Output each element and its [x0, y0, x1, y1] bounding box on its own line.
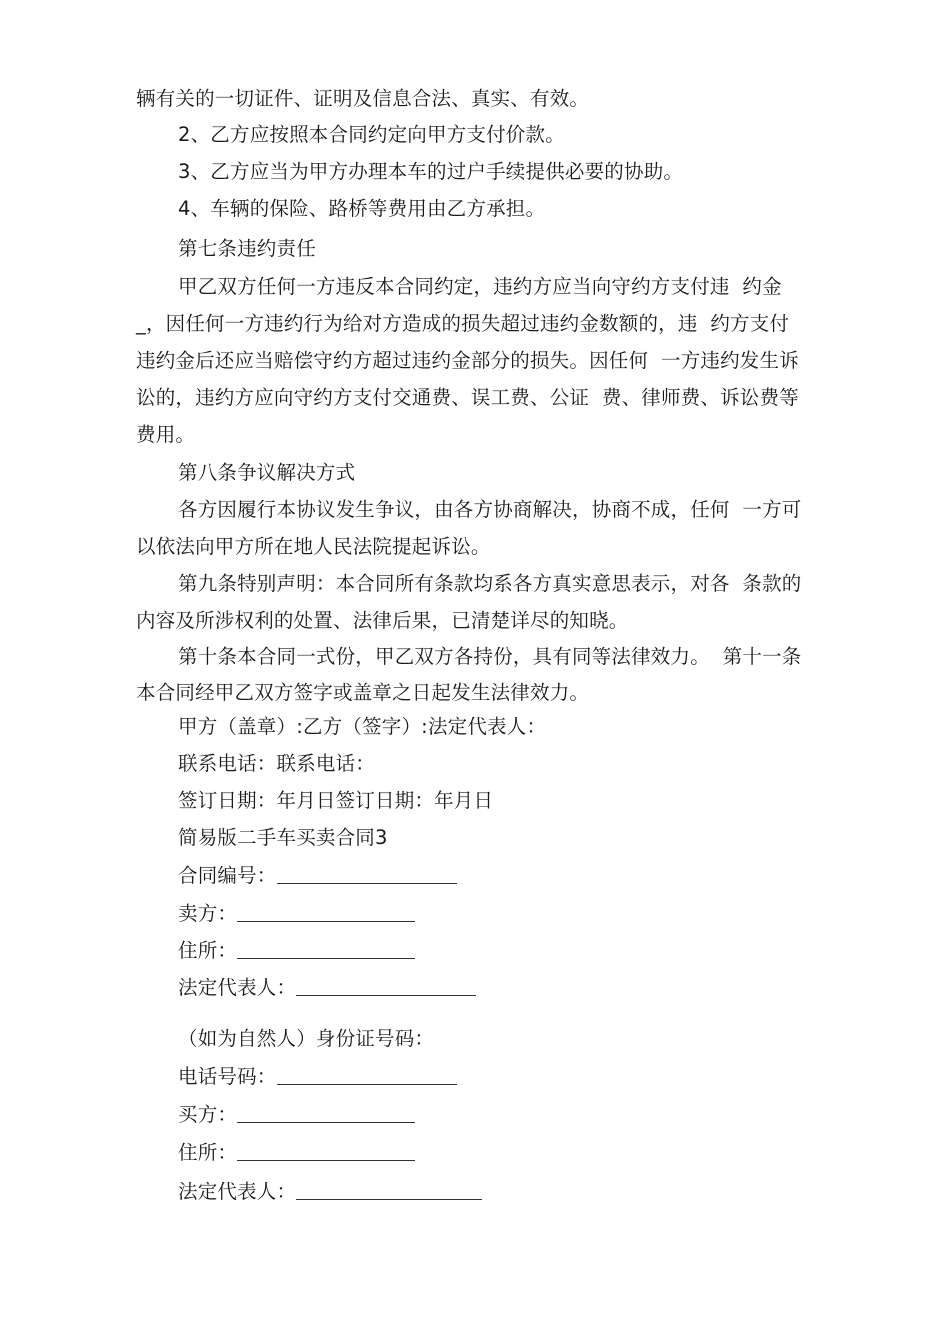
- blank-line: [296, 1181, 482, 1200]
- field-label: 法定代表人：: [178, 976, 297, 999]
- clause-line: 4、车辆的保险、路桥等费用由乙方承担。: [178, 197, 546, 220]
- field-label: 住所：: [178, 1141, 238, 1164]
- paragraph-line: 甲乙双方任何一方违反本合同约定，违约方应当向守约方支付违 约金: [178, 275, 782, 298]
- field-label: 住所：: [178, 939, 238, 962]
- buyer-representative-field: [178, 1179, 482, 1205]
- contract-number-field: [178, 863, 457, 889]
- phone-field: [178, 1064, 457, 1090]
- contract-title: 简易版二手车买卖合同3: [178, 826, 388, 849]
- paragraph-line: 违约金后还应当赔偿守约方超过违约金部分的损失。因任何 一方违约发生诉: [136, 349, 799, 372]
- paragraph-line: 第九条特别声明：本合同所有条款均系各方真实意思表示，对各 条款的: [178, 572, 802, 595]
- paragraph-line: 第十条本合同一式份，甲乙双方各持份，具有同等法律效力。 第十一条: [178, 645, 802, 668]
- blank-line: [237, 1142, 415, 1161]
- id-number-field: [178, 1026, 434, 1052]
- paragraph-line: 本合同经甲乙双方签字或盖章之日起发生法律效力。: [136, 681, 590, 704]
- signature-line: 甲方（盖章）:乙方（签字）:法定代表人：: [178, 715, 547, 738]
- paragraph-line: _，因任何一方违约行为给对方造成的损失超过违约金数额的，违 约方支付: [136, 312, 790, 335]
- blank-line: [277, 865, 457, 884]
- blank-line: [296, 977, 476, 996]
- field-label: 法定代表人：: [178, 1180, 297, 1203]
- blank-line: [237, 1104, 415, 1123]
- seller-representative-field: [178, 975, 476, 1001]
- blank-line: [237, 903, 415, 922]
- contact-line: 联系电话：联系电话：: [178, 752, 376, 775]
- clause-line: 2、乙方应按照本合同约定向甲方支付价款。: [178, 123, 565, 146]
- section-heading: 第八条争议解决方式: [178, 461, 356, 484]
- field-label: 合同编号：: [178, 864, 277, 887]
- clause-line: 辆有关的一切证件、证明及信息合法、真实、有效。: [136, 87, 590, 110]
- date-line: 签订日期：年月日签订日期：年月日: [178, 789, 494, 812]
- field-label: 买方：: [178, 1103, 238, 1126]
- buyer-address-field: [178, 1140, 415, 1166]
- paragraph-line: 各方因履行本协议发生争议，由各方协商解决，协商不成，任何 一方可: [178, 498, 802, 521]
- seller-field: [178, 901, 415, 927]
- seller-address-field: [178, 938, 415, 964]
- paragraph-line: 以依法向甲方所在地人民法院提起诉讼。: [136, 535, 491, 558]
- paragraph-line: 费用。: [136, 423, 196, 446]
- clause-line: 3、乙方应当为甲方办理本车的过户手续提供必要的协助。: [178, 160, 684, 183]
- paragraph-line: 内容及所涉权利的处置、法律后果，已清楚详尽的知晓。: [136, 609, 629, 632]
- buyer-field: [178, 1102, 415, 1128]
- paragraph-line: 讼的，违约方应向守约方支付交通费、误工费、公证 费、律师费、诉讼费等: [136, 386, 799, 409]
- field-label: （如为自然人）身份证号码：: [178, 1027, 435, 1050]
- field-label: 卖方：: [178, 902, 238, 925]
- blank-line: [277, 1066, 457, 1085]
- field-label: 电话号码：: [178, 1065, 277, 1088]
- section-heading: 第七条违约责任: [178, 237, 316, 260]
- blank-line: [237, 940, 415, 959]
